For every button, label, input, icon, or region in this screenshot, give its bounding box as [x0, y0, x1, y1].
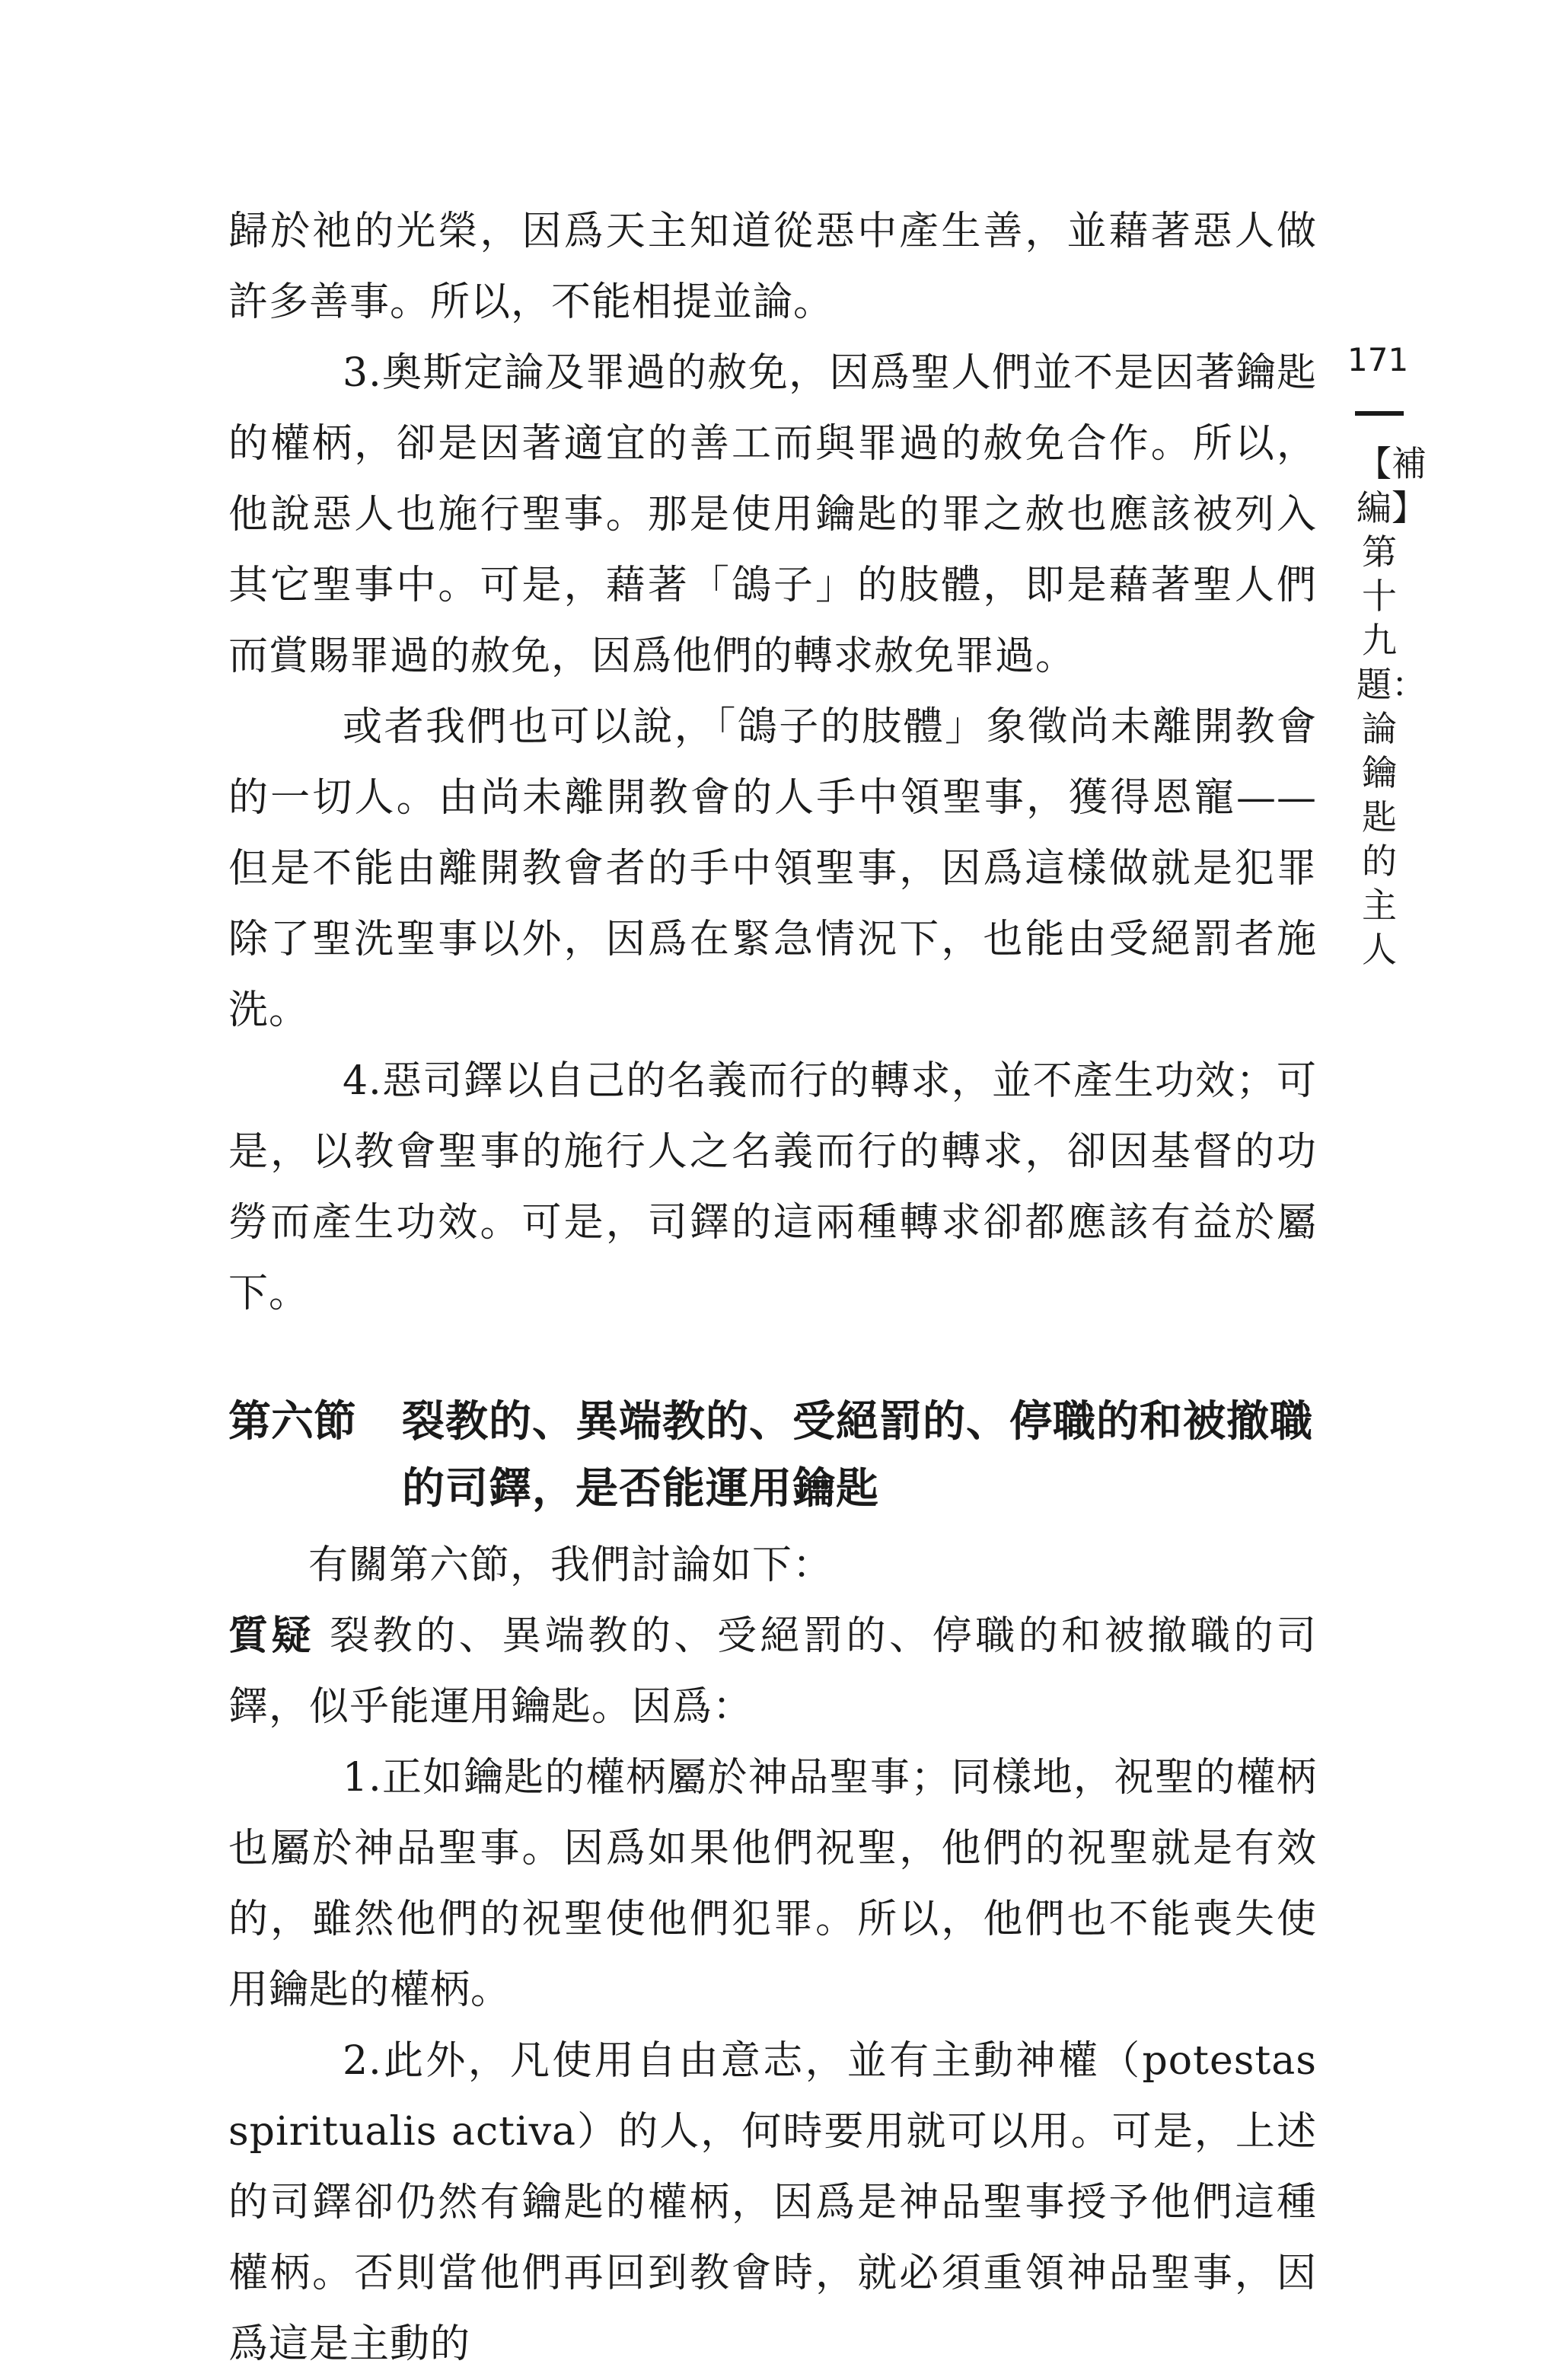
- main-text-column: [228, 196, 1317, 2380]
- running-head: 【補編】第十九題：論鑰匙的主人: [1357, 443, 1427, 970]
- paragraph-point-3: 3.奧斯定論及罪過的赦免，因爲聖人們並不是因著鑰匙的權柄，卻是因著適宜的善工而與罪過的赦免合作。所以，他說惡人也施行聖事。那是使用鑰匙的罪之赦也應該被列入其它聖事中。可是，藉著「鴿子」的肢體，即是藉著聖人們而賞賜罪過的赦免，因爲他們的轉求赦免罪過。: [228, 350, 1317, 679]
- section-heading: [228, 1389, 1317, 1523]
- section-intro: 有關第六節，我們討論如下：: [308, 1543, 834, 1588]
- paragraph-alternative: 或者我們也可以說，「鴿子的肢體」象徵尚未離開教會的一切人。由尚未離開教會的人手中領聖事，獲得恩寵——但是不能由離開教會者的手中領聖事，因爲這樣做就是犯罪除了聖洗聖事以外，因爲在緊急情況下，也能由受絕罰者施洗。: [228, 704, 1317, 1033]
- header-rule: [1355, 411, 1404, 416]
- paragraph-continuation: 歸於祂的光榮，因爲天主知道從惡中產生善，並藉著惡人做許多善事。所以，不能相提並論。: [228, 209, 1317, 325]
- objection-paragraph: [228, 1601, 1317, 1743]
- paragraph-objection-2: 2.此外，凡使用自由意志，並有主動神權（potestas spiritualis activa）的人，何時要用就可以用。可是，上述的司鐸卻仍然有鑰匙的權柄，因爲是神品聖事授予他們這種權柄。否則當他們再回到教會時，就必須重領神品聖事，因爲這是主動的: [228, 2038, 1317, 2367]
- section-title: 裂教的、異端教的、受絕罰的、停職的和被撤職的司鐸，是否能運用鑰匙: [402, 1397, 1313, 1514]
- section-number: 第六節: [228, 1397, 356, 1447]
- objection-text: 裂教的、異端教的、受絕罰的、停職的和被撤職的司鐸，似乎能運用鑰匙。因爲：: [228, 1613, 1317, 1730]
- objection-label: 質疑: [228, 1613, 315, 1659]
- paragraph-objection-1: 1.正如鑰匙的權柄屬於神品聖事；同樣地，祝聖的權柄也屬於神品聖事。因爲如果他們祝聖，他們的祝聖就是有效的，雖然他們的祝聖使他們犯罪。所以，他們也不能喪失使用鑰匙的權柄。: [228, 1755, 1317, 2013]
- page-number: 171: [1347, 341, 1409, 378]
- paragraph-point-4: 4.惡司鐸以自己的名義而行的轉求，並不產生功效；可是，以教會聖事的施行人之名義而行的轉求，卻因基督的功勞而產生功效。可是，司鐸的這兩種轉求卻都應該有益於屬下。: [228, 1058, 1317, 1316]
